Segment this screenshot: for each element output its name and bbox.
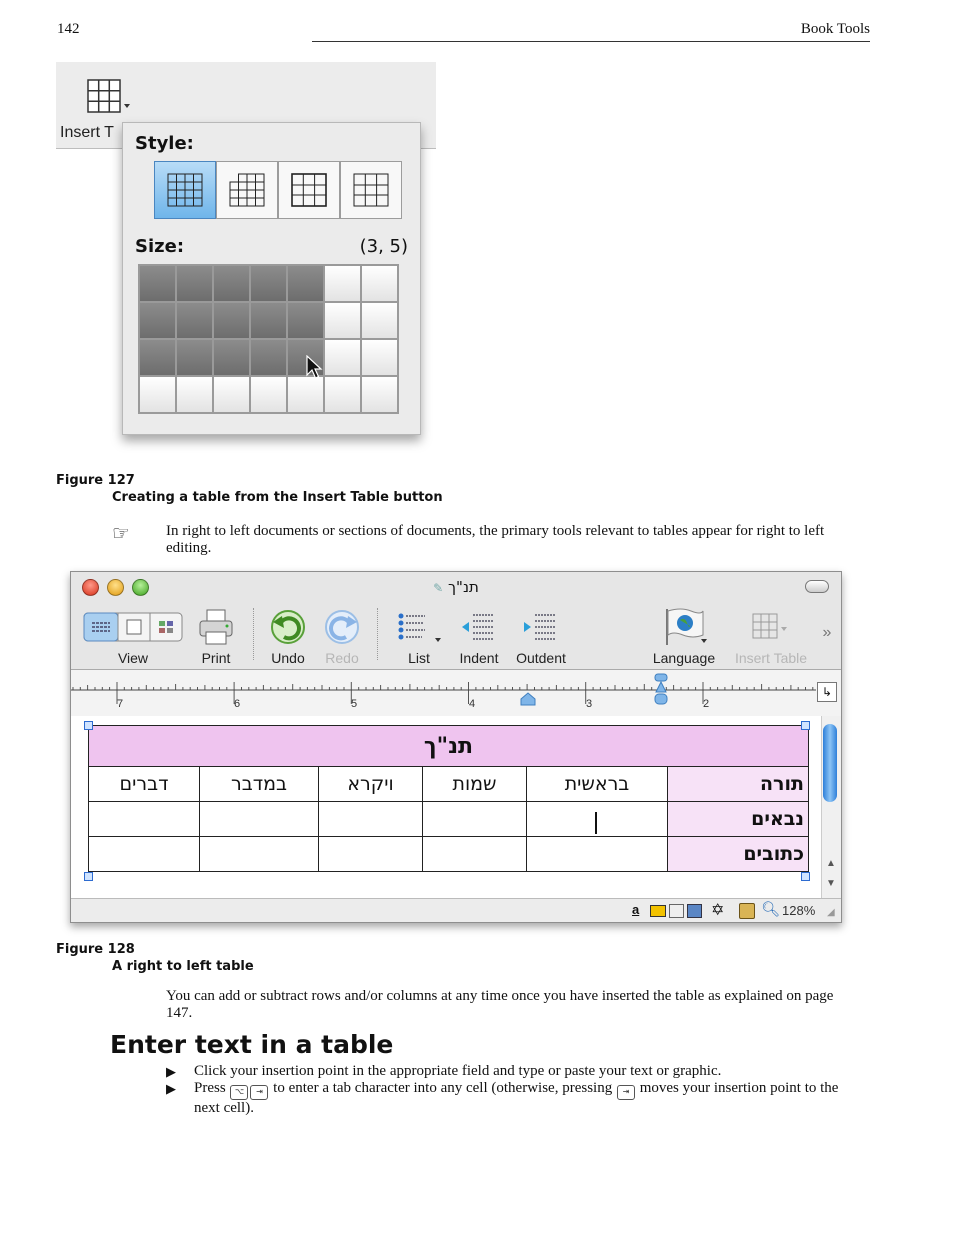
ruler-number: 3: [586, 698, 593, 710]
size-grid-cell[interactable]: [325, 340, 360, 375]
table-cell[interactable]: [200, 837, 319, 872]
size-grid-cell[interactable]: [288, 303, 323, 338]
ruler-number: 5: [351, 698, 358, 710]
pointing-hand-icon: ☞: [112, 521, 130, 545]
size-grid-cell[interactable]: [362, 303, 397, 338]
table-cell[interactable]: [319, 802, 423, 837]
window-title: [71, 578, 841, 596]
size-grid-cell[interactable]: [251, 303, 286, 338]
table-cell[interactable]: [200, 802, 319, 837]
table-style-header-grid-button[interactable]: [216, 161, 278, 219]
view-tool[interactable]: [83, 606, 183, 666]
table-cell[interactable]: ויקרא: [319, 767, 423, 802]
list-label: List: [408, 650, 430, 666]
size-label: Size:: [135, 236, 185, 257]
language-tool[interactable]: [649, 606, 719, 666]
table-size-grid[interactable]: [138, 264, 399, 414]
header-rule: [312, 41, 870, 42]
table-resize-handle[interactable]: [801, 872, 810, 881]
undo-label: Undo: [271, 650, 305, 666]
resize-grip-icon[interactable]: ◢: [827, 907, 835, 918]
tab-key-icon: ⇥: [617, 1085, 635, 1100]
table-style-outer-grid-button[interactable]: [278, 161, 340, 219]
insert-table-icon: [751, 611, 791, 643]
table-cell[interactable]: [423, 802, 527, 837]
ruler[interactable]: [71, 669, 841, 717]
size-grid-cell[interactable]: [325, 303, 360, 338]
size-grid-cell[interactable]: [177, 303, 212, 338]
table-cell[interactable]: [319, 837, 423, 872]
table-resize-handle[interactable]: [84, 721, 93, 730]
size-grid-cell[interactable]: [214, 340, 249, 375]
redo-label: Redo: [325, 650, 359, 666]
undo-icon: [269, 608, 307, 646]
size-grid-cell[interactable]: [251, 340, 286, 375]
size-grid-cell[interactable]: [251, 266, 286, 301]
table-cell[interactable]: [527, 837, 668, 872]
size-grid-cell[interactable]: [288, 266, 323, 301]
list-icon: [395, 608, 443, 646]
size-grid-cell[interactable]: [325, 266, 360, 301]
scrollbar-thumb[interactable]: [823, 724, 837, 802]
redo-tool[interactable]: [321, 606, 363, 666]
row-header-cell[interactable]: נבאים: [668, 802, 809, 837]
insert-table-label: Insert T: [60, 124, 114, 141]
table-cell[interactable]: [89, 837, 200, 872]
page-layout-icon[interactable]: [669, 904, 684, 918]
table-cell[interactable]: [89, 802, 200, 837]
bullet-marker: ▶: [166, 1064, 176, 1079]
table-resize-handle[interactable]: [801, 721, 810, 730]
toolbar: [71, 602, 841, 668]
style-label: Style:: [135, 133, 194, 154]
size-grid-cell[interactable]: [214, 303, 249, 338]
ruler-number: 4: [469, 698, 476, 710]
sidebar-toggle-icon[interactable]: [687, 904, 702, 918]
body-paragraph: You can add or subtract rows and/or columns at any time once you have inserted the table as explained on page 147.: [166, 988, 834, 1021]
bullet-text: [194, 1080, 856, 1117]
redo-icon: [323, 608, 361, 646]
toolbar-toggle-button[interactable]: [805, 580, 829, 593]
tab-stop-marker-icon: [520, 692, 536, 706]
window-title-text: תנ"ך: [448, 578, 479, 596]
table-cell[interactable]: דברים: [89, 767, 200, 802]
size-grid-cell[interactable]: [140, 340, 175, 375]
ruler-number: 7: [117, 698, 124, 710]
table-style-full-grid-icon: [167, 173, 203, 207]
size-grid-cell[interactable]: [140, 303, 175, 338]
print-label: Print: [201, 650, 231, 666]
star-of-david-icon[interactable]: ✡: [711, 902, 725, 919]
ruler-number: 2: [703, 698, 710, 710]
table-cell[interactable]: בראשית: [527, 767, 668, 802]
clipboard-icon[interactable]: [739, 903, 755, 919]
scroll-down-arrow-icon[interactable]: ▼: [826, 878, 836, 889]
bullet-text-part: moves your insertion point to the next cell).: [194, 1080, 839, 1116]
tab-type-selector-icon[interactable]: ↳: [817, 682, 837, 702]
arrow-cursor-icon: [306, 355, 324, 385]
size-grid-cell[interactable]: [362, 377, 397, 412]
title-bar: [71, 572, 841, 602]
outdent-label: Outdent: [516, 650, 566, 666]
table-cell[interactable]: שמות: [423, 767, 527, 802]
size-value: (3, 5): [359, 236, 408, 257]
figure-127-number: Figure 127: [56, 473, 135, 488]
text-insertion-caret: [595, 812, 597, 834]
outdent-icon: [521, 608, 561, 646]
table-row: [89, 837, 809, 872]
insert-table-popup: [122, 122, 421, 435]
table-style-plain-grid-button[interactable]: [340, 161, 402, 219]
font-style-icon[interactable]: a: [632, 902, 640, 917]
section-heading: Enter text in a table: [110, 1030, 394, 1059]
bullet-text: Click your insertion point in the appropriate field and type or paste your text or graphic.: [194, 1063, 722, 1079]
table-style-plain-grid-icon: [353, 173, 389, 207]
list-tool[interactable]: [395, 606, 443, 666]
row-header-cell[interactable]: כתובים: [668, 837, 809, 872]
size-grid-cell[interactable]: [251, 377, 286, 412]
size-grid-cell[interactable]: [214, 266, 249, 301]
option-key-icon: ⌥: [230, 1085, 248, 1100]
size-grid-cell[interactable]: [177, 377, 212, 412]
table-resize-handle[interactable]: [84, 872, 93, 881]
insert-table-label: Insert Table: [734, 650, 808, 666]
tab-key-icon: ⇥: [250, 1085, 268, 1100]
document-icon: ✎: [433, 581, 444, 595]
zoom-magnifier-icon[interactable]: 🔍︎: [761, 901, 781, 918]
ruler-ticks: [71, 670, 841, 716]
status-bar: [71, 898, 841, 923]
table-cell[interactable]: [423, 837, 527, 872]
bullet-marker: ▶: [166, 1081, 176, 1096]
size-grid-cell[interactable]: [140, 266, 175, 301]
ruler-toggle-icon[interactable]: [650, 905, 666, 917]
hebrew-table[interactable]: [88, 725, 809, 872]
table-style-full-grid-button[interactable]: [154, 161, 216, 219]
size-grid-cell[interactable]: [325, 377, 360, 412]
table-cell[interactable]: במדבר: [200, 767, 319, 802]
figure-127-caption: Creating a table from the Insert Table button: [112, 490, 443, 505]
note-text: In right to left documents or sections of documents, the primary tools relevant to tables appear for right to left editing.: [166, 523, 825, 556]
indent-icon: [459, 608, 499, 646]
size-grid-cell[interactable]: [362, 340, 397, 375]
outdent-tool[interactable]: [511, 606, 571, 666]
size-grid-cell[interactable]: [177, 266, 212, 301]
document-window: [70, 571, 842, 923]
language-flag-globe-icon: [659, 607, 709, 647]
view-segmented-icon: [83, 612, 183, 642]
row-header-cell[interactable]: תורה: [668, 767, 809, 802]
figure-128-number: Figure 128: [56, 942, 135, 957]
bullet-text-part: Press: [194, 1080, 226, 1096]
size-grid-cell[interactable]: [214, 377, 249, 412]
table-cell[interactable]: [527, 802, 668, 837]
toolbar-overflow-chevron-icon[interactable]: »: [822, 624, 832, 641]
indent-label: Indent: [459, 650, 499, 666]
zoom-level[interactable]: 128%: [782, 903, 816, 918]
print-tool[interactable]: [195, 606, 237, 666]
toolbar-separator: [253, 608, 254, 660]
figure-127-screenshot: [56, 62, 436, 472]
page-number: 142: [57, 21, 80, 37]
indent-tool[interactable]: [453, 606, 505, 666]
size-grid-cell[interactable]: [140, 377, 175, 412]
insert-table-tool[interactable]: [731, 606, 811, 666]
toolbar-separator: [377, 608, 378, 660]
scroll-up-arrow-icon[interactable]: ▲: [826, 858, 836, 869]
size-grid-cell[interactable]: [362, 266, 397, 301]
table-row: [89, 802, 809, 837]
language-label: Language: [652, 650, 716, 666]
ruler-number: 6: [234, 698, 241, 710]
running-head: Book Tools: [800, 21, 870, 37]
insert-table-icon[interactable]: [86, 78, 132, 119]
table-style-header-grid-icon: [229, 173, 265, 207]
figure-128-caption: A right to left table: [112, 959, 254, 974]
view-label: View: [117, 650, 149, 666]
right-indent-marker-icon: [653, 672, 669, 716]
undo-tool[interactable]: [267, 606, 309, 666]
bullet-text-part: to enter a tab character into any cell (otherwise, pressing: [273, 1080, 613, 1096]
table-title-cell[interactable]: תנ"ך: [89, 726, 809, 767]
table-style-outer-grid-icon: [291, 173, 327, 207]
size-grid-cell[interactable]: [177, 340, 212, 375]
printer-icon: [198, 608, 234, 646]
table-row: [89, 767, 809, 802]
